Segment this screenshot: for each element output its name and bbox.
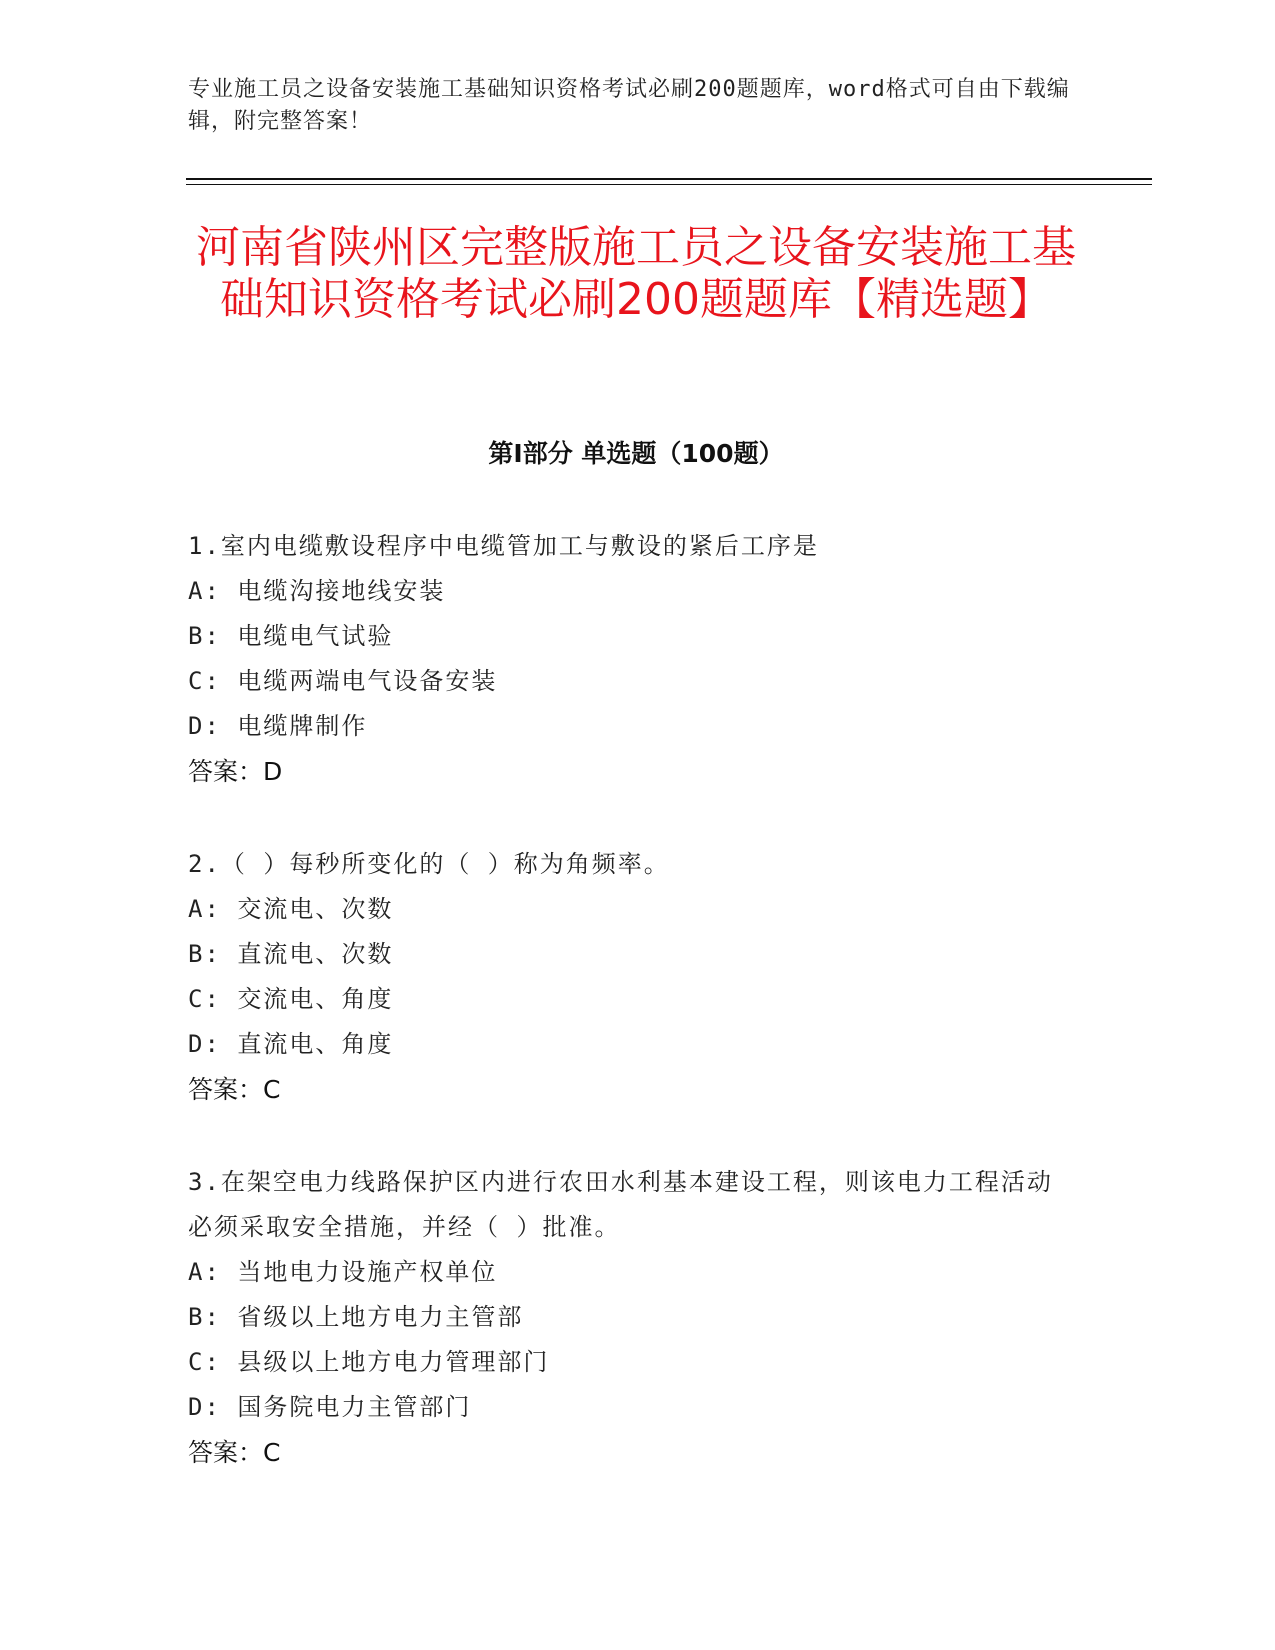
option-b: B: 直流电、次数 [188, 940, 394, 968]
option-c: C: 县级以上地方电力管理部门 [188, 1348, 550, 1376]
option-d: D: 电缆牌制作 [188, 712, 368, 740]
option-a: A: 当地电力设施产权单位 [188, 1258, 498, 1286]
option-d: D: 国务院电力主管部门 [188, 1393, 472, 1421]
answer: 答案：C [188, 1438, 281, 1467]
question-2 [188, 842, 1068, 1112]
document-title: 河南省陕州区完整版施工员之设备安装施工基础知识资格考试必刷200题题库【精选题】 [196, 222, 1076, 325]
option-d: D: 直流电、角度 [188, 1030, 394, 1058]
question-text: 2.（ ）每秒所变化的（ ）称为角频率。 [188, 850, 670, 878]
question-text: 3.在架空电力线路保护区内进行农田水利基本建设工程，则该电力工程活动必须采取安全措施，并经（ ）批准。 [188, 1168, 1053, 1241]
header-divider-thin [186, 184, 1152, 185]
option-c: C: 电缆两端电气设备安装 [188, 667, 498, 695]
answer: 答案：D [188, 757, 283, 786]
question-text: 1.室内电缆敷设程序中电缆管加工与敷设的紧后工序是 [188, 532, 819, 560]
option-b: B: 省级以上地方电力主管部 [188, 1303, 524, 1331]
option-a: A: 交流电、次数 [188, 895, 394, 923]
question-1 [188, 524, 1068, 794]
option-b: B: 电缆电气试验 [188, 622, 394, 650]
header-divider-thick [186, 178, 1152, 180]
answer: 答案：C [188, 1075, 281, 1104]
option-c: C: 交流电、角度 [188, 985, 394, 1013]
header-note: 专业施工员之设备安装施工基础知识资格考试必刷200题题库，word格式可自由下载编辑，附完整答案！ [188, 77, 1070, 134]
question-3 [188, 1160, 1068, 1475]
section-title: 第Ⅰ部分 单选题（100题） [488, 439, 784, 468]
option-a: A: 电缆沟接地线安装 [188, 577, 446, 605]
